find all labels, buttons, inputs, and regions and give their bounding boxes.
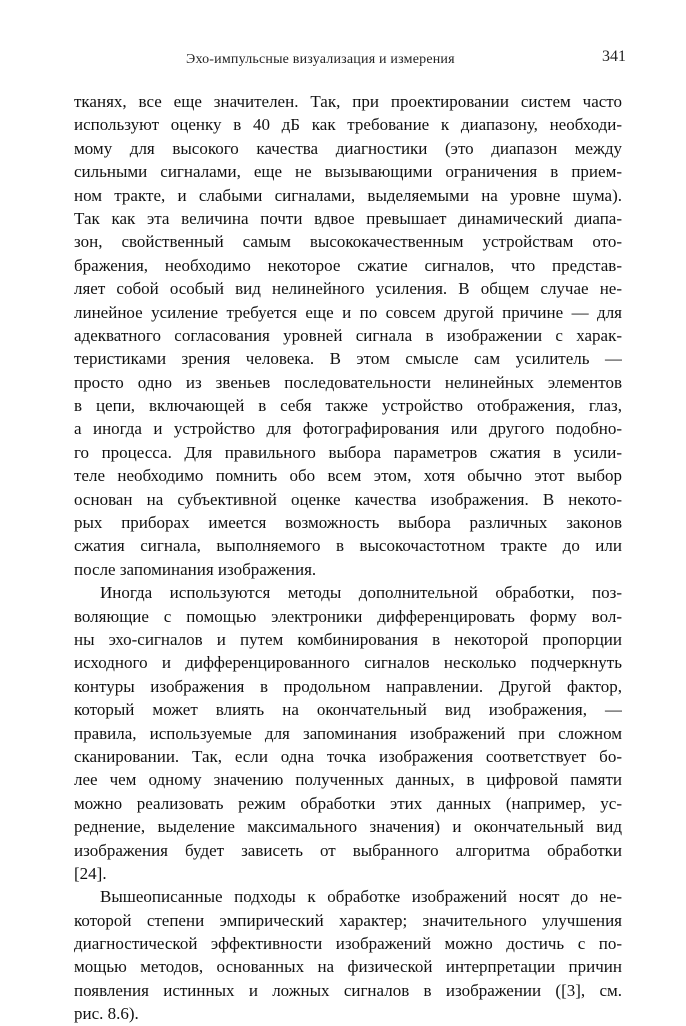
text-line: сжатия сигнала, выполняемого в высокочастотном тракте до или xyxy=(74,536,622,556)
text-line: диагностической эффективности изображений можно достичь с по- xyxy=(74,934,622,954)
text-line: реднение, выделение максимального значения) и окончательный вид xyxy=(74,817,622,837)
text-line: появления истинных и ложных сигналов в изображении ([3], см. xyxy=(74,980,622,1000)
text-line: Иногда используются методы дополнительной обработки, поз- xyxy=(100,583,622,603)
text-line: который может влиять на окончательный вид изображения, — xyxy=(74,700,622,720)
text-line: бражения, необходимо некоторое сжатие сигналов, что представ- xyxy=(74,255,622,275)
text-line: рых приборах имеется возможность выбора различных законов xyxy=(74,513,622,533)
text-line: исходного и дифференцированного сигналов несколько подчеркнуть xyxy=(74,653,622,673)
text-line: контуры изображения в продольном направлении. Другой фактор, xyxy=(74,676,622,696)
body-text xyxy=(74,90,622,1026)
text-line: а иногда и устройство для фотографирования или другого подобно- xyxy=(74,419,622,439)
text-line: можно реализовать режим обработки этих данных (например, ус- xyxy=(74,793,622,813)
text-line: в цепи, включающей в себя также устройство отображения, глаз, xyxy=(74,396,622,416)
text-line: Вышеописанные подходы к обработке изображений носят до не- xyxy=(100,887,622,907)
text-line: Так как эта величина почти вдвое превышает динамический диапа- xyxy=(74,208,622,228)
text-line: воляющие с помощью электроники дифференцировать форму вол- xyxy=(74,606,622,626)
text-line: основан на субъективной оценке качества изображения. В некото- xyxy=(74,489,622,509)
text-line: мому для высокого качества диагностики (это диапазон между xyxy=(74,138,622,158)
text-line: теристиками зрения человека. В этом смысле сам усилитель — xyxy=(74,349,622,369)
text-line: ны эхо-сигналов и путем комбинирования в некоторой пропорции xyxy=(74,629,622,649)
text-line: изображения будет зависеть от выбранного алгоритма обработки xyxy=(74,840,622,860)
text-line: правила, используемые для запоминания изображений при сложном xyxy=(74,723,622,743)
text-line: которой степени эмпирический характер; значительного улучшения xyxy=(74,910,622,930)
text-line: сканировании. Так, если одна точка изображения соответствует бо- xyxy=(74,746,622,766)
text-line: сильными сигналами, еще не вызывающими ограничения в прием- xyxy=(74,162,622,182)
text-line: зон, свойственный самым высококачественным устройствам ото- xyxy=(74,232,622,252)
text-line: мощью методов, основанных на физической интерпретации причин xyxy=(74,957,622,977)
paragraph xyxy=(74,90,622,581)
paragraph xyxy=(74,581,622,885)
text-line: [24]. xyxy=(74,863,107,883)
text-line: адекватного согласования уровней сигнала в изображении с харак- xyxy=(74,325,622,345)
text-line: тканях, все еще значителен. Так, при проектировании систем часто xyxy=(74,92,622,111)
text-line: теле необходимо помнить обо всем этом, хотя обычно этот выбор xyxy=(74,466,622,486)
text-line: после запоминания изображения. xyxy=(74,559,317,579)
text-line: рис. 8.6). xyxy=(74,1004,139,1024)
paragraph xyxy=(74,885,622,1025)
text-line: ном тракте, и слабыми сигналами, выделяемыми на уровне шума). xyxy=(74,185,622,205)
text-line: ляет собой особый вид нелинейного усиления. В общем случае не- xyxy=(74,279,622,299)
text-line: используют оценку в 40 дБ как требование к диапазону, необходи- xyxy=(74,115,622,135)
running-head: Эхо-импульсные визуализация и измерения xyxy=(186,52,455,67)
text-line: линейное усиление требуется еще и по совсем другой причине — для xyxy=(74,302,622,322)
text-line: го процесса. Для правильного выбора параметров сжатия в усили- xyxy=(74,442,622,462)
text-line: просто одно из звеньев последовательности нелинейных элементов xyxy=(74,372,622,392)
page-number: 341 xyxy=(602,48,626,65)
text-line: лее чем одному значению полученных данных, в цифровой памяти xyxy=(74,770,622,790)
